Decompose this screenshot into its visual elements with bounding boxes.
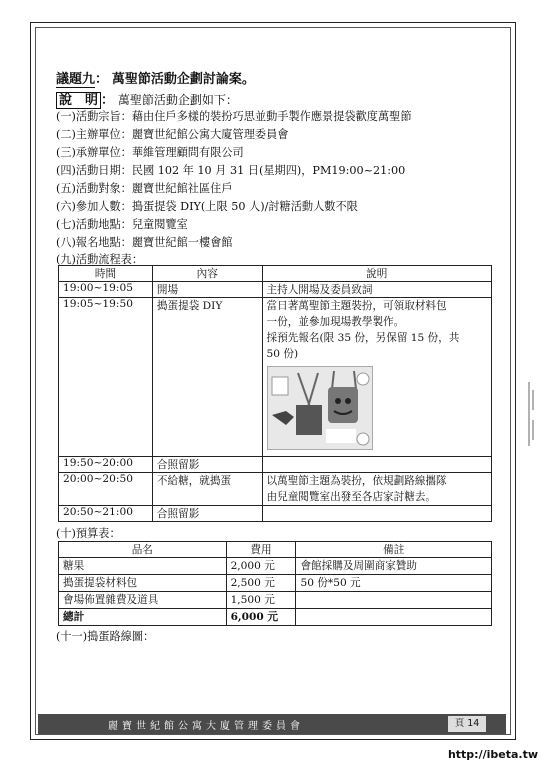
flow-desc-line: 當日著萬聖節主題裝扮，可領取材料包 xyxy=(266,300,447,312)
budget-name: 糖果 xyxy=(59,558,227,575)
budget-header-row xyxy=(59,542,492,558)
flow-row xyxy=(59,473,492,506)
budget-row xyxy=(59,558,492,575)
flow-row xyxy=(59,282,492,298)
flow-row xyxy=(59,506,492,522)
flow-content: 搗蛋提袋 DIY xyxy=(152,298,262,457)
scan-edge-mark xyxy=(526,380,536,450)
budget-cost: 2,500 元 xyxy=(226,575,296,592)
flow-row xyxy=(59,298,492,457)
item-date: (四)活動日期：民國 102 年 10 月 31 日(星期四)，PM19:00~21:00 xyxy=(56,164,406,177)
flow-content: 開場 xyxy=(152,282,262,298)
flow-time: 19:00~19:05 xyxy=(59,282,153,298)
flow-header-time: 時間 xyxy=(59,266,153,282)
budget-name: 會場佈置雜費及道具 xyxy=(59,592,227,609)
flow-desc-line: 50 份) xyxy=(266,348,299,360)
flow-desc-line: 由兒童閱覽室出發至各店家討糖去。 xyxy=(266,491,437,503)
footer-bar xyxy=(38,714,506,734)
budget-note: 50 份*50 元 xyxy=(296,575,492,592)
site-watermark: http://ibeta.tw xyxy=(447,748,538,761)
flow-table xyxy=(58,265,492,522)
footer-title: 麗寶世紀館公寓大廈管理委員會 xyxy=(108,721,304,732)
item-venue: (七)活動地點：兒童閱覽室 xyxy=(56,218,188,231)
item-purpose: (一)活動宗旨：藉由住戶多樣的裝扮巧思並動手製作應景提袋歡度萬聖節 xyxy=(56,110,412,123)
budget-label: (十)預算表： xyxy=(56,527,121,540)
budget-cost: 2,000 元 xyxy=(226,558,296,575)
budget-note: 會館採購及周圍商家贊助 xyxy=(296,558,492,575)
flow-time: 19:05~19:50 xyxy=(59,298,153,457)
flow-time: 19:50~20:00 xyxy=(59,457,153,473)
flow-desc xyxy=(262,298,491,457)
budget-name: 搗蛋提袋材料包 xyxy=(59,575,227,592)
budget-total-note xyxy=(296,609,492,626)
item-flow-label: (九)活動流程表： xyxy=(56,253,144,266)
flow-desc: 主持人開場及委員致詞 xyxy=(262,282,491,298)
flow-time: 20:50~21:00 xyxy=(59,506,153,522)
item-contractor: (三)承辦單位：華維管理顧問有限公司 xyxy=(56,146,244,159)
item-target: (五)活動對象：麗寶世紀館社區住戶 xyxy=(56,182,233,195)
item-organizer: (二)主辦單位：麗寶世紀館公寓大廈管理委員會 xyxy=(56,128,289,141)
flow-header-desc: 說明 xyxy=(262,266,491,282)
halloween-bag-illustration xyxy=(268,367,372,449)
item-registration: (八)報名地點：麗寶世紀館一樓會館 xyxy=(56,236,233,249)
budget-total-cost: 6,000 元 xyxy=(226,609,296,626)
agenda-title: 萬聖節活動企劃討論案。 xyxy=(111,72,255,87)
flow-desc xyxy=(262,473,491,506)
description-heading: 說 明 ： 萬聖節活動企劃如下： xyxy=(56,89,238,108)
halloween-bag-photo xyxy=(267,366,373,450)
agenda-tag: 議題九 xyxy=(56,72,96,87)
flow-desc-line: 採預先報名(限 35 份，另保留 15 份，共 xyxy=(266,332,460,344)
flow-header-row xyxy=(59,266,492,282)
budget-table xyxy=(58,541,492,626)
budget-cost: 1,500 元 xyxy=(226,592,296,609)
route-label: (十一)搗蛋路線圖： xyxy=(56,630,155,643)
budget-total-row xyxy=(59,609,492,626)
budget-row xyxy=(59,575,492,592)
flow-content: 合照留影 xyxy=(152,506,262,522)
flow-header-content: 內容 xyxy=(152,266,262,282)
item-participants: (六)參加人數：搗蛋提袋 DIY(上限 50 人)/討糖活動人數不限 xyxy=(56,200,358,213)
budget-total-name: 總計 xyxy=(59,609,227,626)
description-text: 萬聖節活動企劃如下： xyxy=(117,93,238,107)
flow-desc xyxy=(262,506,491,522)
flow-desc xyxy=(262,457,491,473)
page-number: 頁 14 xyxy=(448,716,486,732)
flow-time: 20:00~20:50 xyxy=(59,473,153,506)
agenda-heading: 議題九： 萬聖節活動企劃討論案。 xyxy=(56,72,255,87)
flow-desc-line: 一份，並參加現場教學製作。 xyxy=(266,316,405,328)
budget-row xyxy=(59,592,492,609)
budget-header-note: 備註 xyxy=(296,542,492,558)
flow-content: 不給糖，就搗蛋 xyxy=(152,473,262,506)
description-tag: 說 明 xyxy=(56,92,101,109)
flow-row xyxy=(59,457,492,473)
flow-content: 合照留影 xyxy=(152,457,262,473)
budget-note xyxy=(296,592,492,609)
flow-desc-line: 以萬聖節主題為裝扮，依規劃路線攜隊 xyxy=(266,475,447,487)
budget-header-cost: 費用 xyxy=(226,542,296,558)
budget-header-name: 品名 xyxy=(59,542,227,558)
